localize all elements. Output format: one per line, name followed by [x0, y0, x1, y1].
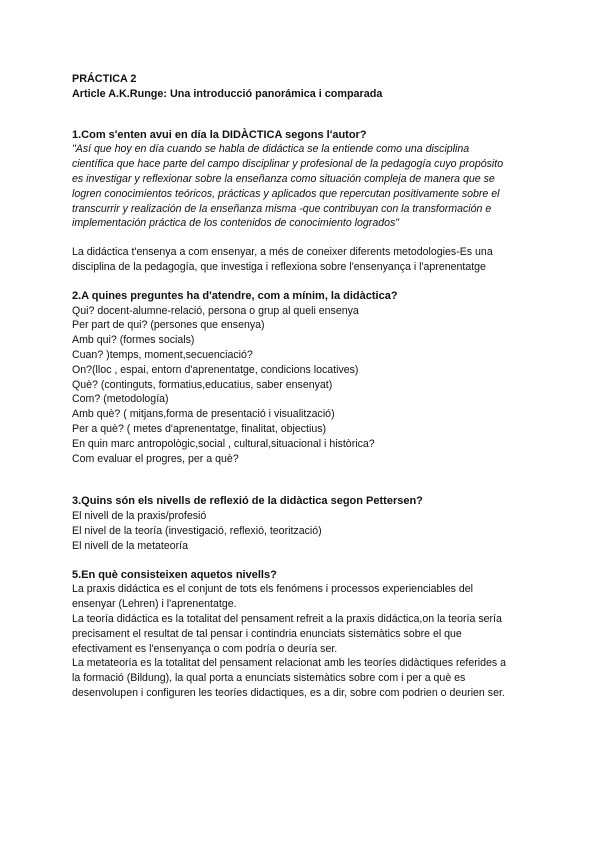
answer-line: desenvolupen i configuren les teoríes didactiques, es a dir, sobre com podrien o deurien ser. [72, 686, 505, 699]
list-item: El nivell de la praxis/profesió [72, 510, 207, 523]
question-3-list [72, 509, 534, 553]
list-item: Per a què? ( metes d'aprenentatge, finalitat, objectius) [72, 422, 327, 435]
question-1-quote [72, 142, 534, 231]
answer-line: disciplina de la pedagogía, que investiga i reflexiona sobre l'ensenyança i l'aprenentatge [72, 260, 486, 273]
document-subtitle: Article A.K.Runge: Una introducció panorámica i comparada [72, 87, 383, 100]
list-item: El nivell de la metateoría [72, 539, 189, 552]
list-item: En quin marc antropològic,social , cultural,situacional i històrica? [72, 437, 375, 450]
answer-line: La praxis didáctica es el conjunt de tots els fenómens i processos experienciables del [72, 583, 474, 596]
answer-line: efectivament es l'ensenyança o com podría o deuría ser. [72, 642, 338, 655]
quote-line: implementación práctica de los contenidos de conocimiento logrados" [72, 217, 400, 230]
list-item: El nivel de la teoría (investigació, reflexió, teorització) [72, 524, 322, 537]
list-item: Què? (continguts, formatius,educatius, saber ensenyat) [72, 378, 333, 391]
quote-line: científica que hace parte del campo disciplinar y profesional de la pedagogía cuyo propósito [72, 158, 504, 171]
quote-line: es investigar y reflexionar sobre la enseñanza como situación compleja de manera que se [72, 172, 495, 185]
answer-line: precisament el resultat de tal pensar i contindria enunciats sistemàtics sobre el que [72, 627, 462, 640]
question-1-heading: 1.Com s'enten avui en día la DIDÀCTICA segons l'autor? [72, 128, 367, 141]
question-3-heading: 3.Quins són els nivells de reflexió de la didàctica segon Pettersen? [72, 495, 423, 508]
quote-line: transcurrir y realización de la enseñanza misma -que contribuyan con la transformación e [72, 202, 492, 215]
list-item: Com evaluar el progres, per a què? [72, 452, 239, 465]
list-item: Amb qui? (formes socials) [72, 334, 195, 347]
answer-line: ensenyar (Lehren) i l'aprenentatge. [72, 598, 237, 611]
answer-line: La didáctica t'ensenya a com ensenyar, a més de coneixer diferents metodologies-Es una [72, 246, 493, 259]
list-item: Qui? docent-alumne-relació, persona o grup al queli ensenya [72, 304, 359, 317]
list-item: Cuan? )temps, moment,secuenciació? [72, 348, 253, 361]
question-5-heading: 5.En què consisteixen aquetos nivells? [72, 568, 277, 581]
question-5-answer [72, 582, 534, 700]
question-2-list [72, 304, 534, 467]
answer-line: la formació (Bildung), la qual porta a enunciats sistemàtics sobre com i per a què es [72, 672, 466, 685]
list-item: Amb què? ( mitjans,forma de presentació i visualització) [72, 408, 335, 421]
quote-line: logren conocimientos teóricos, prácticas y aplicados que repercutan positivamente sobre el [72, 187, 500, 200]
question-2-heading: 2.A quines preguntes ha d'atendre, com a mínim, la didàctica? [72, 289, 398, 302]
answer-line: La metateoría es la totalitat del pensament relacionat amb les teoríes didàctiques referides a [72, 657, 507, 670]
question-1-answer [72, 245, 534, 275]
document-title: PRÁCTICA 2 [72, 73, 137, 85]
list-item: Per part de qui? (persones que ensenya) [72, 319, 265, 332]
quote-line: "Así que hoy en día cuando se habla de didáctica se la entiende como una disciplina [72, 143, 470, 156]
list-item: Com? (metodología) [72, 393, 169, 406]
answer-line: La teoría didáctica es la totalitat del pensament refreit a la praxis didáctica,on la teoría sería [72, 612, 502, 625]
list-item: On?(lloc , espai, entorn d'aprenentatge, condicions locatives) [72, 363, 359, 376]
